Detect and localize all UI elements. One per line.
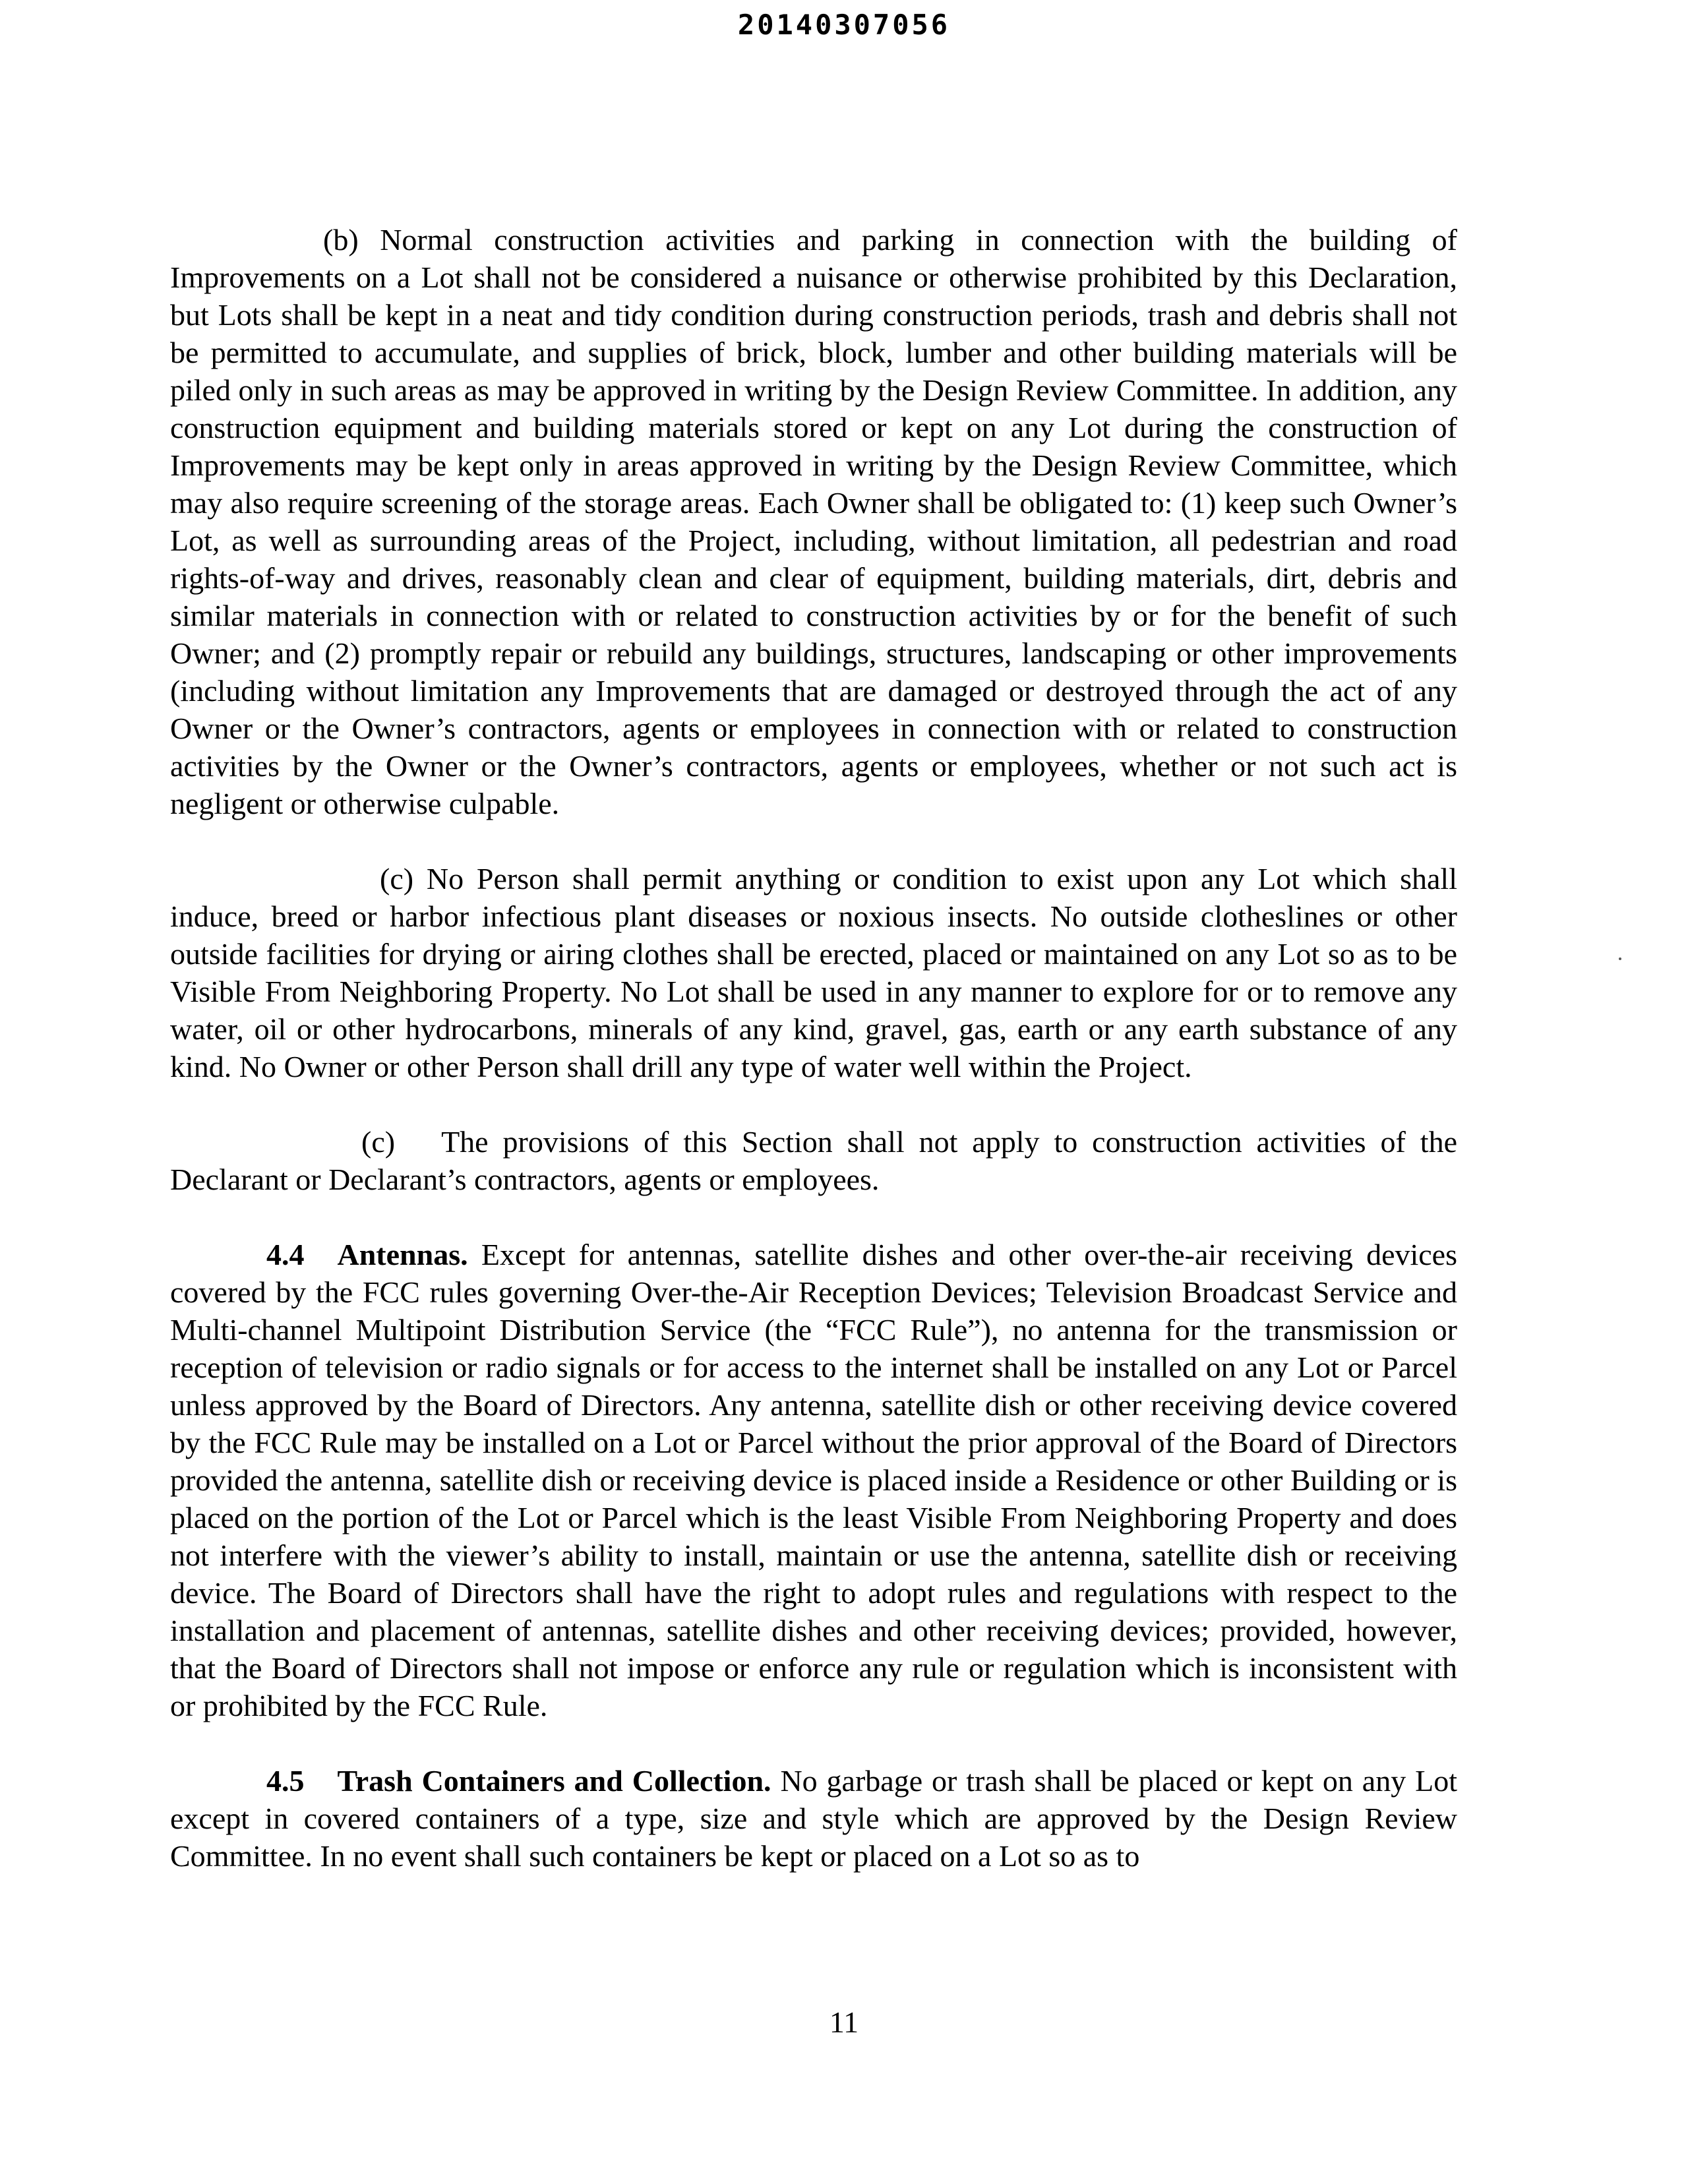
section-text: Except for antennas, satellite dishes and other over-the-air receiving devices covered by the FCC rules governing Over-the-Air Reception Devices; Television Broadcast Service and Multi-channel Multipoint Distribution Service (the “FCC Rule”), no antenna for the transmission or reception of television or radio signals or for access to the internet shall be installed on any Lot or Parcel unless approved by the Board of Directors. Any antenna, satellite dish or other receiving device covered by the FCC Rule may be installed on a Lot or Parcel without the prior approval of the Board of Directors provided the antenna, satellite dish or receiving device is placed inside a Residence or other Building or is placed on the portion of the Lot or Parcel which is the least Visible From Neighboring Property and does not interfere with the viewer’s ability to install, maintain or use the antenna, satellite dish or receiving device. The Board of Directors shall have the right to adopt rules and regulations with respect to the installation and placement of antennas, satellite dishes and other receiving devices; provided, however, that the Board of Directors shall not impose or enforce any rule or regulation which is inconsistent with or prohibited by the FCC Rule. bbox=[170, 1238, 1457, 1722]
section-text: No garbage or trash shall be placed or kept on any Lot except in covered containers of a type, size and style which are approved by the Design Review Committee. In no event shall such containers be kept or placed on a Lot so as to bbox=[170, 1764, 1457, 1873]
section-number: 4.5 bbox=[266, 1764, 305, 1798]
scan-speck bbox=[1619, 957, 1621, 960]
section-number: 4.4 bbox=[266, 1238, 305, 1271]
paragraph-c-nuisance: (c) No Person shall permit anything or condition to exist upon any Lot which shall induce, breed or harbor infectious plant diseases or noxious insects. No outside clotheslines or other outside facilities for drying or airing clothes shall be erected, placed or maintained on any Lot so as to be Visible From Neighboring Property. No Lot shall be used in any manner to explore for or to remove any water, oil or other hydrocarbons, minerals of any kind, gravel, gas, earth or any earth substance of any kind. No Owner or other Person shall drill any type of water well within the Project. bbox=[170, 862, 1457, 1083]
page-number: 11 bbox=[829, 2005, 859, 2039]
paragraph-b: (b) Normal construction activities and parking in connection with the building of Improvements on a Lot shall not be considered a nuisance or otherwise prohibited by this Declaration, but Lots shall be kept in a neat and tidy condition during construction periods, trash and debris shall not be permitted to accumulate, and supplies of brick, block, lumber and other building materials will be piled only in such areas as may be approved in writing by the Design Review Committee. In addition, any construction equipment and building materials stored or kept on any Lot during the construction of Improvements may be kept only in areas approved in writing by the Design Review Committee, which may also require screening of the storage areas. Each Owner shall be obligated to: (1) keep such Owner’s Lot, as well as surrounding areas of the Project, including, without limitation, all pedestrian and road rights-of-way and drives, reasonably clean and clear of equipment, building materials, dirt, debris and similar materials in connection with or related to construction activities by or for the benefit of such Owner; and (2) promptly repair or rebuild any buildings, structures, landscaping or other improvements (including without limitation any Improvements that are damaged or destroyed through the act of any Owner or the Owner’s contractors, agents or employees in connection with or related to construction activities by the Owner or the Owner’s contractors, agents or employees, whether or not such act is negligent or otherwise culpable. bbox=[170, 223, 1458, 820]
paragraph-c-text: The provisions of this Section shall not apply to construction activities of the Declarant or Declarant’s contractors, agents or employees. bbox=[170, 1125, 1457, 1196]
section-title: Antennas. bbox=[337, 1238, 468, 1271]
section-title: Trash Containers and Collection. bbox=[337, 1764, 771, 1798]
paragraph-c-label: (c) bbox=[361, 1125, 396, 1159]
document-number: 20140307056 bbox=[737, 9, 951, 41]
section-4-4 bbox=[170, 1236, 1457, 1724]
page-body bbox=[170, 221, 1457, 1912]
paragraph-c-exception bbox=[170, 1123, 1457, 1198]
section-4-5 bbox=[170, 1762, 1457, 1875]
